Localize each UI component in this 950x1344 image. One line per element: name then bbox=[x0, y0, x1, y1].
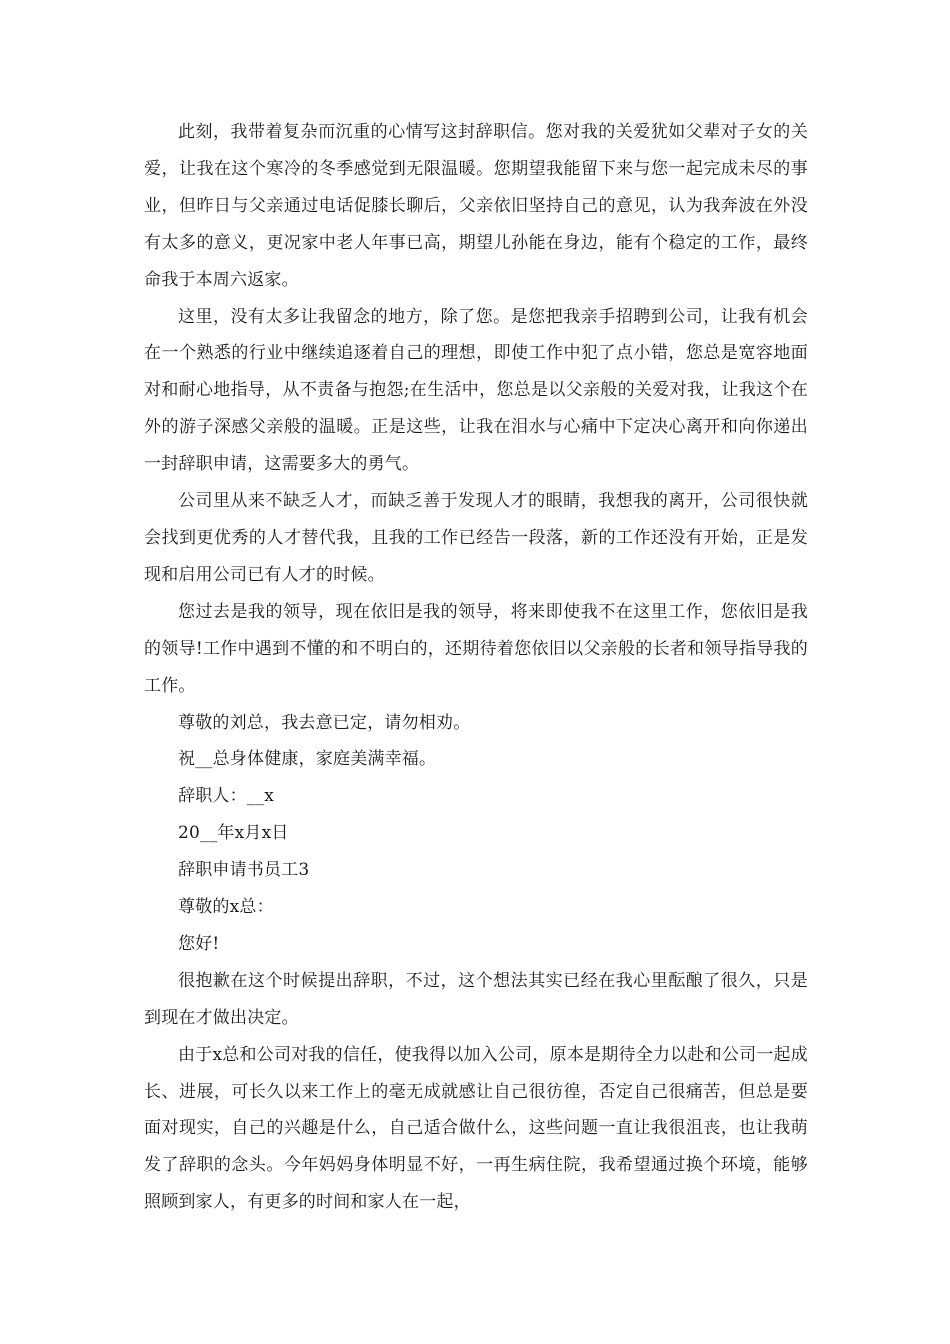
section-title: 辞职申请书员工3 bbox=[178, 860, 310, 881]
signature-line: 辞职人：__x bbox=[178, 786, 274, 807]
salutation: 尊敬的x总： bbox=[178, 897, 274, 918]
body-paragraph-4: 您过去是我的领导，现在依旧是我的领导，将来即使我不在这里工作，您依旧是我的领导!工作中遇到不懂的和不明白的，还期待着您依旧以父亲般的长者和领导指导我的工作。 bbox=[144, 601, 808, 696]
date-line: 20__年x月x日 bbox=[178, 823, 289, 844]
greeting: 您好! bbox=[178, 933, 220, 954]
closing-line-wishes: 祝__总身体健康，家庭美满幸福。 bbox=[178, 749, 437, 770]
body-paragraph-1: 此刻，我带着复杂而沉重的心情写这封辞职信。您对我的关爱犹如父辈对子女的关爱，让我在这个寒冷的冬季感觉到无限温暖。您期望我能留下来与您一起完成未尽的事业，但昨日与父亲通过电话促膝长聊后，父亲依旧坚持自己的意见，认为我奔波在外没有太多的意义，更况家中老人年事已高，期望儿孙能在身边，能有个稳定的工作，最终命我于本周六返家。 bbox=[144, 122, 808, 290]
body-paragraph-2: 这里，没有太多让我留念的地方，除了您。是您把我亲手招聘到公司，让我有机会在一个熟悉的行业中继续追逐着自己的理想，即使工作中犯了点小错，您总是宽容地面对和耐心地指导，从不责备与抱怨;在生活中，您总是以父亲般的关爱对我，让我这个在外的游子深感父亲般的温暖。正是这些，让我在泪水与心痛中下定决心离开和向你递出一封辞职申请，这需要多大的勇气。 bbox=[144, 306, 808, 475]
document-page bbox=[144, 114, 808, 1221]
letter2-paragraph-2: 由于x总和公司对我的信任，使我得以加入公司，原本是期待全力以赴和公司一起成长、进展，可长久以来工作上的毫无成就感让自己很彷徨，否定自己很痛苦，但总是要面对现实，自己的兴趣是什么，自己适合做什么，这些问题一直让我很沮丧，也让我萌发了辞职的念头。今年妈妈身体明显不好，一再生病住院，我希望通过换个环境，能够照顾到家人，有更多的时间和家人在一起， bbox=[144, 1044, 808, 1213]
closing-line-refusal: 尊敬的刘总，我去意已定，请勿相劝。 bbox=[178, 712, 471, 733]
letter2-paragraph-1: 很抱歉在这个时候提出辞职，不过，这个想法其实已经在我心里酝酿了很久，只是到现在才做出决定。 bbox=[144, 970, 808, 1028]
body-paragraph-3: 公司里从来不缺乏人才，而缺乏善于发现人才的眼睛，我想我的离开，公司很快就会找到更优秀的人才替代我，且我的工作已经告一段落，新的工作还没有开始，正是发现和启用公司已有人才的时候。 bbox=[144, 491, 808, 585]
